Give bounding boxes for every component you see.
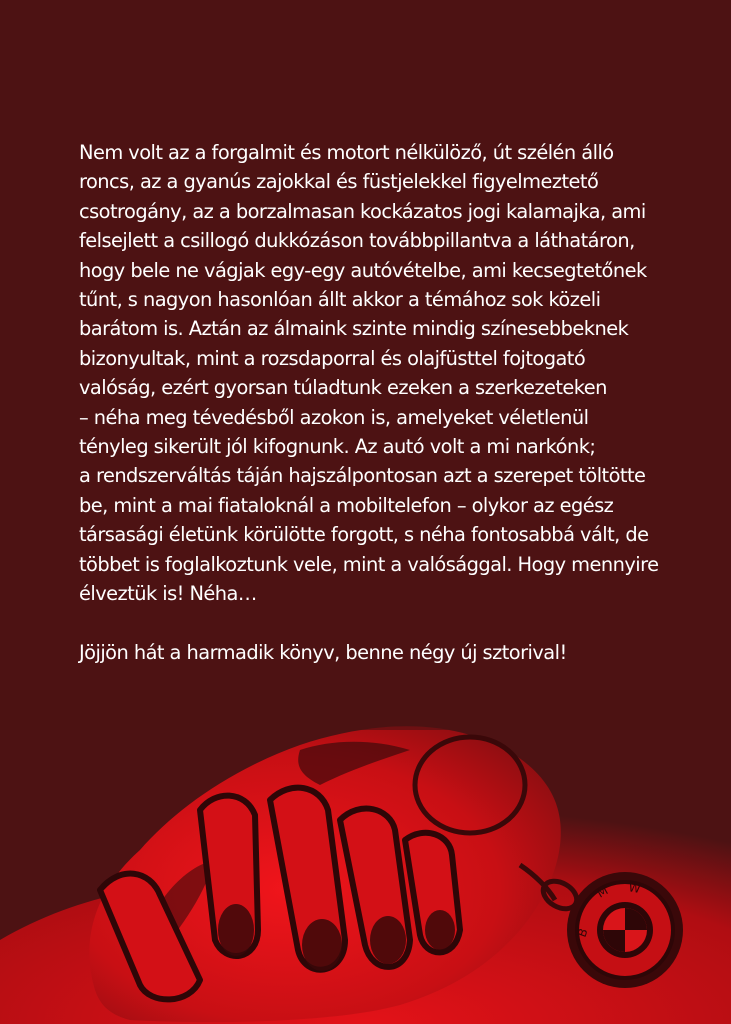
blurb-line: roncs, az a gyanús zajokkal és füstjelekkel figyelmeztető: [79, 170, 599, 194]
blurb-line: hogy bele ne vágjak egy-egy autóvételbe, ami kecsegtetőnek: [79, 258, 647, 282]
svg-text:B: B: [574, 926, 591, 940]
blurb-line: felsejlett a csillogó dukkózáson továbbpillantva a láthatáron,: [79, 229, 635, 253]
svg-text:W: W: [627, 880, 642, 897]
blurb-line: tényleg sikerült jól kifognunk. Az autó volt a mi narkónk;: [79, 435, 596, 459]
blurb-line: a rendszerváltás táján hajszálpontosan azt a szerepet töltötte: [79, 464, 646, 488]
blurb-line: Nem volt az a forgalmit és motort nélkülöző, út szélén álló: [79, 141, 614, 164]
blurb-line: csotrogány, az a borzalmasan kockázatos jogi kalamajka, ami: [79, 199, 646, 223]
blurb-line: valóság, ezért gyorsan túladtunk ezeken a szerkezeteken: [79, 376, 607, 400]
blurb-line: társasági életünk körülötte forgott, s néha fontosabbá vált, de: [79, 523, 649, 547]
blurb-line: élveztük is! Néha…: [79, 582, 257, 606]
blurb-line: tűnt, s nagyon hasonlóan állt akkor a témához sok közeli: [79, 288, 601, 312]
blurb-line: bizonyultak, mint a rozsdaporral és olajfüsttel fojtogató: [79, 346, 586, 370]
hand-reaching-for-car-key-icon: [0, 690, 731, 1024]
paragraph-gap: [79, 609, 679, 638]
blurb-text: [79, 138, 679, 667]
svg-text:M: M: [594, 883, 611, 901]
blurb-line: – néha meg tévedésből azokon is, amelyeket véletlenül: [79, 405, 589, 429]
blurb-line: be, mint a mai fiataloknál a mobiltelefon – olykor az egész: [79, 493, 614, 517]
closing-line: Jöjjön hát a harmadik könyv, benne négy új sztorival!: [79, 640, 567, 664]
blurb-line: barátom is. Aztán az álmaink szinte mindig színesebbeknek: [79, 317, 629, 341]
car-key-fob-icon: [567, 872, 683, 988]
blurb-line: többet is foglalkoztunk vele, mint a valósággal. Hogy mennyire: [79, 552, 659, 576]
